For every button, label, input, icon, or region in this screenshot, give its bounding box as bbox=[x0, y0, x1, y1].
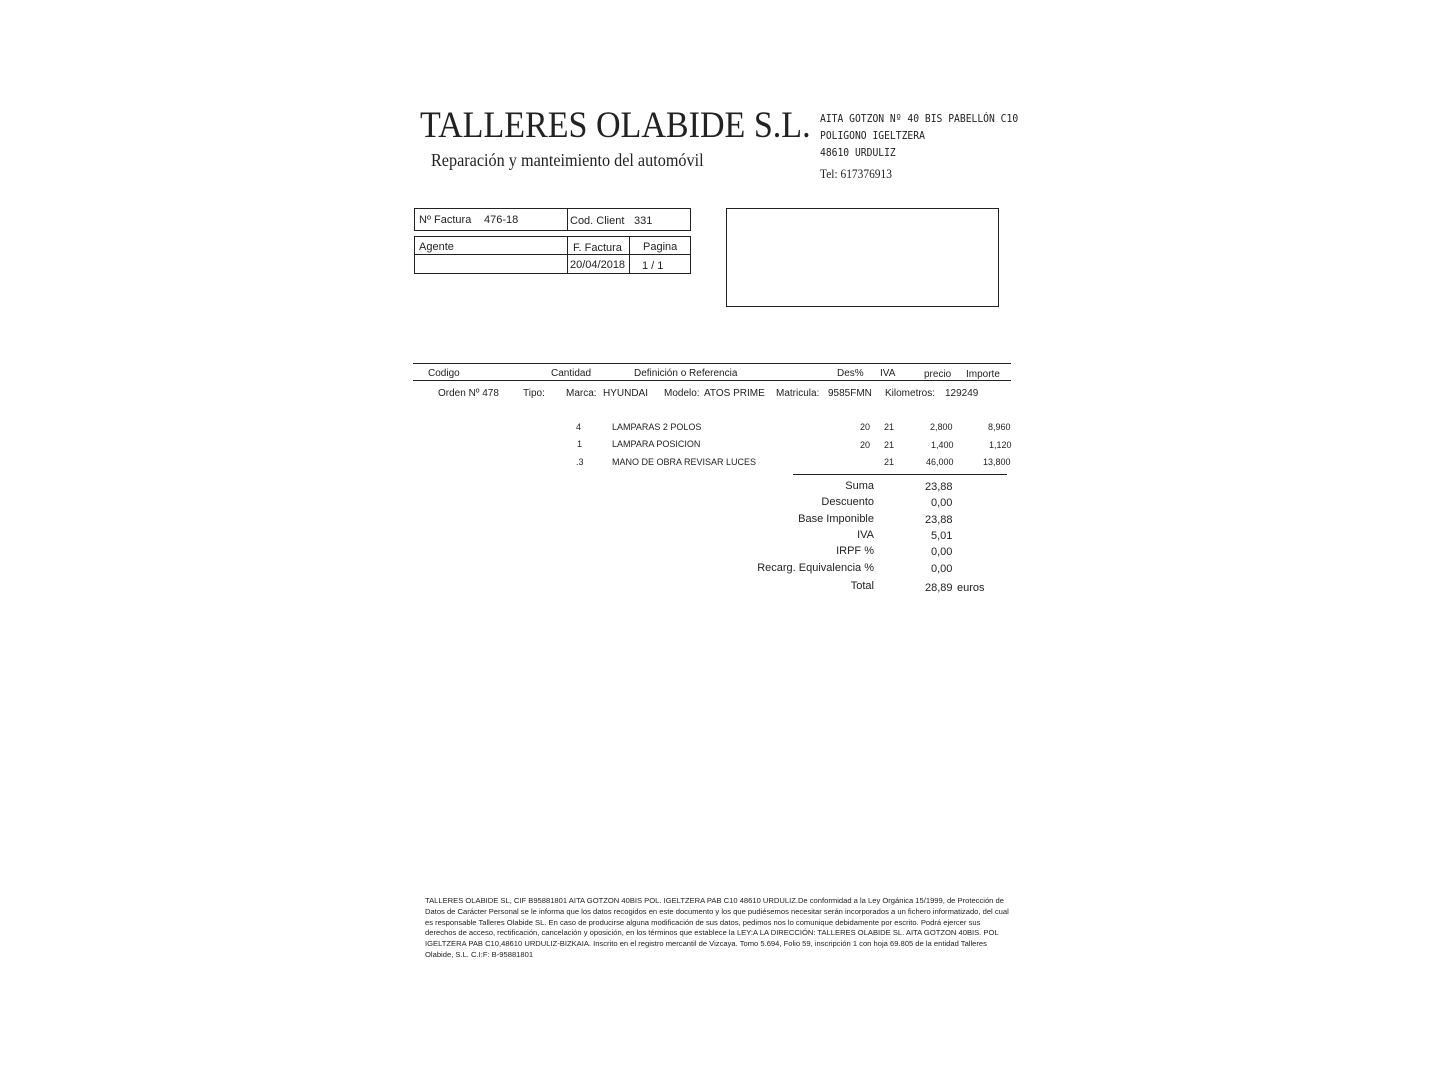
currency: euros bbox=[957, 582, 985, 594]
tipo-label: Tipo: bbox=[523, 388, 545, 399]
row-des: 20 bbox=[860, 422, 871, 432]
customer-address-box bbox=[726, 208, 999, 307]
company-tagline: Reparación y manteimiento del automóvil bbox=[431, 150, 704, 170]
row-importe: 1,120 bbox=[989, 440, 1012, 450]
phone: Tel: 617376913 bbox=[820, 166, 892, 181]
recargo-value: 0,00 bbox=[931, 563, 953, 575]
row-precio: 2,800 bbox=[930, 422, 953, 432]
row-descripcion: MANO DE OBRA REVISAR LUCES bbox=[612, 457, 757, 467]
row-descripcion: LAMPARAS 2 POLOS bbox=[612, 422, 702, 432]
row-iva: 21 bbox=[884, 422, 895, 432]
company-name: TALLERES OLABIDE S.L. bbox=[420, 105, 811, 146]
legal-notice: TALLERES OLABIDE SL, CIF B95881801 AITA GOTZON 40BIS POL. IGELTZERA PAB C10 48610 URDULIZ.De conformidad a la Ley Orgánica 15/1999, de Protección de Datos de Carácter Personal se le informa que los datos recogidos en este documento y los que pudiésemos necesitar serán incorporados a un fichero informatizado, del cual es responsable Talleres Olabide SL. En caso de producirse alguna modificación de sus datos, pedimos nos lo comunique debidamente por escrito. Podrá ejercer sus derechos de acceso, rectificación, cancelación y oposición, en los términos que establece la LEY:A LA DIRECCIÓN: TALLERES OLABIDE SL. AITA GOTZON 40BIS. POL IGELTZERA PAB C10,48610 URDULIZ-BIZKAIA. Inscrito en el registro mercantil de Vizcaya. Tomo 5.694, Folio 59, inscripción 1 con hoja 69.805 de la entidad Talleres Olabide, S.L. C.I:F: B-95881801 bbox=[425, 896, 1009, 959]
table-header-rule bbox=[413, 380, 1011, 381]
km-label: Kilometros: bbox=[885, 388, 936, 399]
matricula-value: 9585FMN bbox=[828, 388, 872, 399]
iva-total-value: 5,01 bbox=[931, 530, 953, 542]
page-label: Pagina bbox=[643, 241, 678, 253]
descuento-value: 0,00 bbox=[931, 497, 953, 509]
marca-value: HYUNDAI bbox=[603, 388, 649, 399]
client-code-value: 331 bbox=[634, 215, 653, 227]
col-des: Des% bbox=[837, 368, 864, 379]
row-descripcion: LAMPARA POSICION bbox=[612, 439, 701, 449]
row-precio: 1,400 bbox=[931, 440, 954, 450]
total-value: 28,89 bbox=[925, 582, 953, 594]
totals-rule bbox=[793, 474, 1007, 475]
modelo-value: ATOS PRIME bbox=[704, 388, 765, 399]
irpf-value: 0,00 bbox=[931, 546, 953, 558]
col-definicion: Definición o Referencia bbox=[634, 368, 738, 379]
row-importe: 13,800 bbox=[983, 457, 1011, 467]
invoice-date-label: F. Factura bbox=[573, 242, 622, 254]
table-top-rule bbox=[413, 363, 1011, 364]
iva-total-label: IVA bbox=[857, 529, 874, 541]
agent-label: Agente bbox=[419, 241, 454, 253]
row-iva: 21 bbox=[884, 440, 895, 450]
base-label: Base Imponible bbox=[798, 513, 874, 525]
order-number: Orden Nº 478 bbox=[438, 388, 499, 399]
marca-label: Marca: bbox=[566, 388, 597, 399]
recargo-label: Recarg. Equivalencia % bbox=[757, 562, 874, 574]
invoice-number-label: Nº Factura bbox=[419, 214, 472, 226]
suma-label: Suma bbox=[845, 480, 874, 492]
row-iva: 21 bbox=[884, 457, 895, 467]
address-line-3: 48610 URDULIZ bbox=[820, 146, 896, 159]
col-importe: Importe bbox=[966, 369, 1000, 380]
descuento-label: Descuento bbox=[821, 496, 874, 508]
irpf-label: IRPF % bbox=[836, 545, 874, 557]
invoice-number-value: 476-18 bbox=[484, 214, 519, 226]
row-importe: 8,960 bbox=[988, 422, 1011, 432]
invoice-date-value: 20/04/2018 bbox=[570, 259, 626, 271]
row-des: 20 bbox=[860, 440, 871, 450]
client-code-label: Cod. Client bbox=[570, 215, 625, 227]
col-codigo: Codigo bbox=[428, 368, 460, 379]
modelo-label: Modelo: bbox=[664, 388, 700, 399]
row-precio: 46,000 bbox=[926, 457, 954, 467]
total-label: Total bbox=[850, 580, 874, 592]
col-iva: IVA bbox=[880, 368, 896, 379]
col-precio: precio bbox=[924, 369, 952, 380]
matricula-label: Matricula: bbox=[776, 388, 820, 399]
suma-value: 23,88 bbox=[925, 481, 953, 493]
row-cantidad: 4 bbox=[576, 422, 582, 432]
base-value: 23,88 bbox=[925, 514, 953, 526]
address-line-1: AITA GOTZON Nº 40 BIS PABELLÓN C10 bbox=[820, 112, 1019, 125]
page-value: 1 / 1 bbox=[642, 260, 664, 272]
col-cantidad: Cantidad bbox=[551, 368, 592, 379]
address-line-2: POLIGONO IGELTZERA bbox=[820, 129, 925, 142]
row-cantidad: .3 bbox=[576, 457, 584, 467]
km-value: 129249 bbox=[945, 388, 979, 399]
row-cantidad: 1 bbox=[577, 439, 583, 449]
